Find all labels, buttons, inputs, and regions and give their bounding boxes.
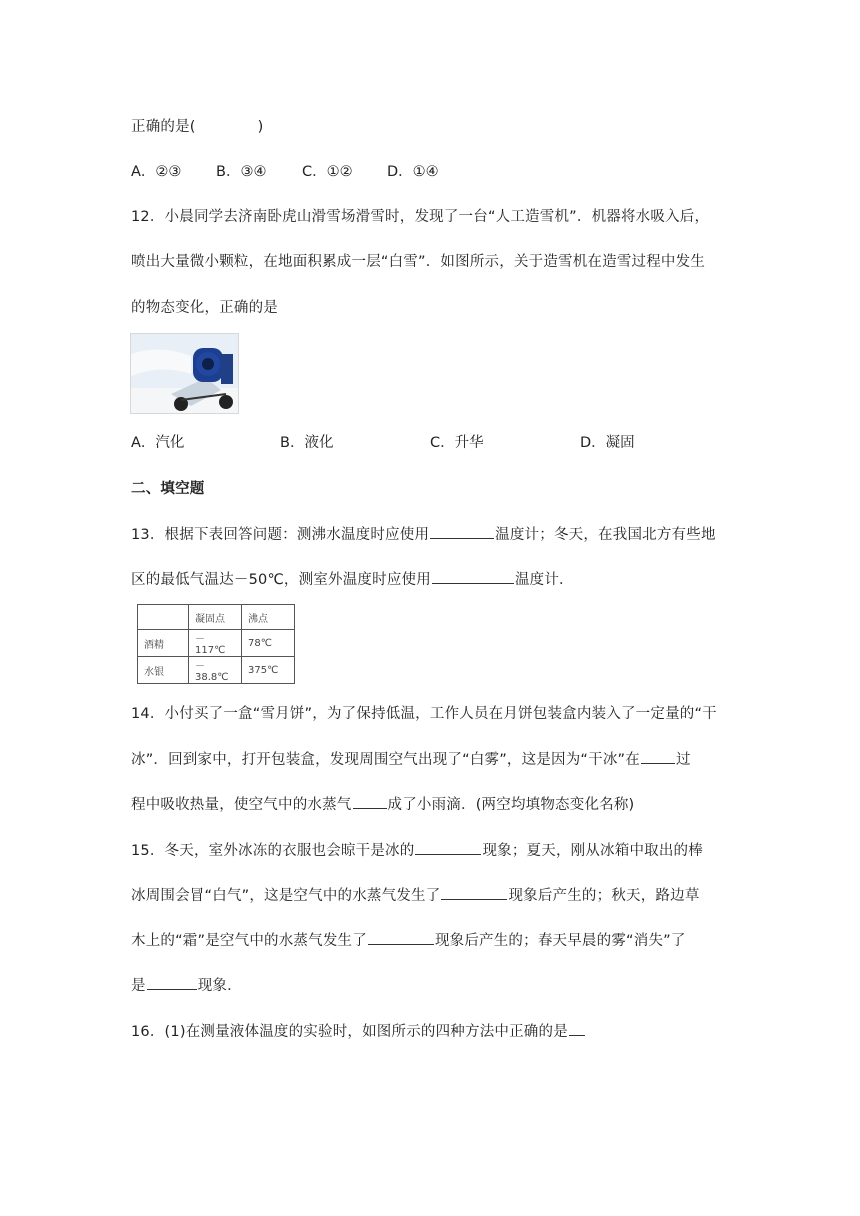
q15-text-3a: 木上的“霜”是空气中的水蒸气发生了 — [131, 933, 367, 949]
q14-line-3 — [131, 794, 634, 815]
q11-option-a: A．②③ — [131, 164, 182, 180]
q12-option-a: A．汽化 — [131, 435, 185, 451]
q14-line-1: 14．小付买了一盒“雪月饼”，为了保持低温，工作人员在月饼包装盒内装入了一定量的“干 — [131, 706, 717, 722]
q15-blank-2 — [441, 885, 507, 900]
q15-text-2a: 冰周围会冒“白气”，这是空气中的水蒸气发生了 — [131, 888, 441, 904]
q14-blank-1 — [641, 749, 675, 764]
q15-blank-1 — [415, 840, 481, 855]
q13-blank-1 — [430, 524, 494, 539]
q13-text-2a: 区的最低气温达－50℃，测室外温度时应使用 — [131, 572, 431, 588]
q11-tail-text: 正确的是( — [131, 119, 196, 135]
q12-option-c: C．升华 — [430, 435, 484, 451]
q13-text-1b: 温度计；冬天，在我国北方有些地 — [495, 527, 716, 543]
table-cell: 水银 — [138, 657, 189, 684]
table-header-row — [138, 605, 295, 630]
temperature-table — [137, 604, 295, 684]
q15-blank-4 — [147, 975, 197, 990]
section-title: 二、填空题 — [131, 481, 205, 497]
table-header-cell — [138, 605, 189, 630]
q11-option-c: C．①② — [302, 164, 353, 180]
snow-machine-image — [131, 334, 238, 413]
q14-text-3a: 程中吸收热量，使空气中的水蒸气 — [131, 797, 352, 813]
q14-line-2 — [131, 749, 691, 770]
q14-text-2a: 冰”．回到家中，打开包装盒，发现周围空气出现了“白雾”，这是因为“干冰”在 — [131, 752, 640, 768]
q12-line-2: 喷出大量微小颗粒，在地面积累成一层“白雪”．如图所示，关于造雪机在造雪过程中发生 — [131, 254, 706, 270]
q11-option-d: D．①④ — [387, 164, 439, 180]
q14-text-3b: 成了小雨滴．(两空均填物态变化名称) — [387, 797, 635, 813]
table-cell: －117℃ — [189, 630, 242, 657]
q13-text-2b: 温度计． — [514, 572, 574, 588]
table-cell: －38.8℃ — [189, 657, 242, 684]
q15-line-1 — [131, 840, 703, 861]
q14-blank-2 — [353, 794, 387, 809]
q15-text-2b: 现象后产生的；秋天，路边草 — [508, 888, 700, 904]
q15-text-1b: 现象；夏天，刚从冰箱中取出的棒 — [482, 843, 703, 859]
q16-line-1 — [131, 1021, 586, 1042]
q15-line-2 — [131, 885, 700, 906]
q11-tail-line — [131, 117, 264, 137]
q15-blank-3 — [368, 930, 434, 945]
q15-line-3 — [131, 930, 686, 951]
q15-text-3b: 现象后产生的；春天早晨的雾“消失”了 — [434, 933, 686, 949]
q12-option-d: D．凝固 — [580, 435, 635, 451]
q12-line-3: 的物态变化，正确的是 — [131, 300, 278, 316]
table-header-cell: 沸点 — [242, 605, 295, 630]
table-header-cell: 凝固点 — [189, 605, 242, 630]
snow-machine-photo — [130, 333, 239, 414]
q12-option-b: B．液化 — [280, 435, 334, 451]
q12-line-1: 12．小晨同学去济南卧虎山滑雪场滑雪时，发现了一台“人工造雪机”．机器将水吸入后， — [131, 209, 710, 225]
q11-tail-end: ) — [257, 119, 264, 135]
q16-text-1: 16．(1)在测量液体温度的实验时，如图所示的四种方法中正确的是 — [131, 1024, 568, 1040]
table-row — [138, 657, 295, 684]
q16-blank-1 — [569, 1021, 585, 1036]
table-row — [138, 630, 295, 657]
q13-blank-2 — [432, 569, 514, 584]
q13-text-1a: 13．根据下表回答问题：测沸水温度时应使用 — [131, 527, 430, 543]
q13-line-1 — [131, 524, 716, 545]
q15-text-4a: 是 — [131, 978, 146, 994]
table-cell: 酒精 — [138, 630, 189, 657]
table-cell: 375℃ — [242, 657, 295, 684]
q15-text-1a: 15．冬天，室外冰冻的衣服也会晾干是冰的 — [131, 843, 415, 859]
q15-line-4 — [131, 975, 242, 996]
q11-option-b: B．③④ — [216, 164, 267, 180]
q14-text-2b: 过 — [675, 752, 691, 768]
q13-line-2 — [131, 569, 574, 590]
table-cell: 78℃ — [242, 630, 295, 657]
q15-text-4b: 现象． — [197, 978, 242, 994]
